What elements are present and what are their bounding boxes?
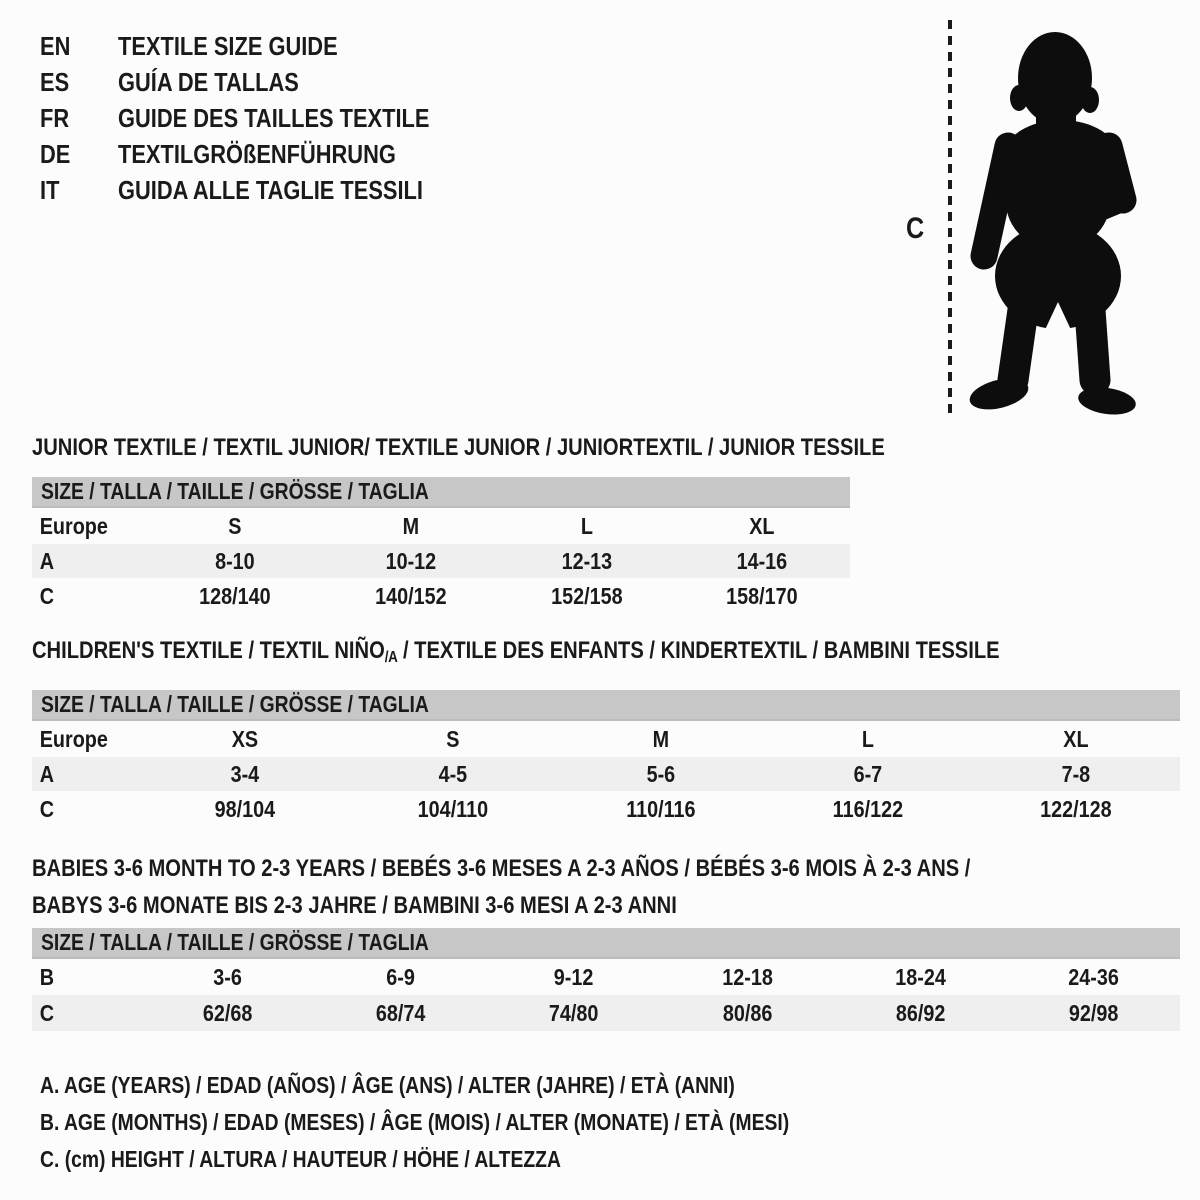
height-cell: 140/152	[374, 582, 447, 609]
size-cell: XL	[1063, 725, 1089, 752]
babies-section-title: BABIES 3-6 MONTH TO 2-3 YEARS / BEBÉS 3-6 MESES A 2-3 AÑOS / BÉBÉS 3-6 MOIS À 2-3 ANS / BABYS 3-6 MONATE BIS 2-3 JAHRE / BAMBINI 3-6 MESI A 2-3 ANNI	[32, 855, 971, 919]
lang-label: GUIDE DES TAILLES TEXTILE	[118, 102, 430, 133]
lang-code: DE	[40, 138, 71, 169]
size-header-bar: SIZE / TALLA / TAILLE / GRÖSSE / TAGLIA	[32, 928, 1180, 959]
children-size-table	[32, 690, 1180, 827]
lang-label: GUÍA DE TALLAS	[118, 66, 299, 97]
table-row-c	[32, 791, 1180, 827]
row-label: C	[39, 795, 55, 822]
height-cell: 68/74	[375, 999, 426, 1026]
row-label: Europe	[39, 725, 108, 752]
age-cell: 3-6	[213, 963, 242, 990]
table-row-b	[32, 959, 1180, 995]
height-measure-dashed-line	[948, 20, 952, 417]
row-label: A	[39, 547, 55, 574]
table-row-a	[32, 544, 850, 578]
size-cell: M	[402, 512, 419, 539]
height-cell: 74/80	[549, 999, 599, 1026]
size-cell: L	[580, 512, 593, 539]
legend-line-b: B. AGE (MONTHS) / EDAD (MESES) / ÂGE (MOIS) / ALTER (MONATE) / ETÀ (MESI)	[40, 1109, 790, 1135]
age-cell: 4-5	[438, 760, 467, 787]
lang-code: ES	[40, 66, 70, 97]
nino-a-subscript: /A	[384, 649, 398, 666]
size-header-bar: SIZE / TALLA / TAILLE / GRÖSSE / TAGLIA	[32, 690, 1180, 721]
age-cell: 7-8	[1061, 760, 1091, 787]
age-cell: 9-12	[554, 963, 594, 990]
height-cell: 110/116	[625, 795, 696, 822]
junior-size-table	[32, 477, 850, 614]
legend-line-c: C. (cm) HEIGHT / ALTURA / HAUTEUR / HÖHE / ALTEZZA	[40, 1146, 561, 1172]
height-cell: 116/122	[833, 795, 904, 822]
legend-line-a: A. AGE (YEARS) / EDAD (AÑOS) / ÂGE (ANS) / ALTER (JAHRE) / ETÀ (ANNI)	[40, 1072, 735, 1098]
height-cell: 80/86	[722, 999, 772, 1026]
height-cell: 152/158	[550, 582, 623, 609]
age-cell: 6-7	[853, 760, 883, 787]
size-cell: L	[862, 725, 875, 752]
age-cell: 24-36	[1068, 963, 1119, 990]
measure-legend	[40, 1067, 932, 1178]
table-row-c	[32, 995, 1180, 1031]
height-cell: 98/104	[214, 795, 276, 822]
lang-row-en	[40, 28, 489, 64]
size-cell: S	[228, 512, 242, 539]
age-cell: 6-9	[386, 963, 416, 990]
age-cell: 3-4	[230, 760, 260, 787]
size-header-bar: SIZE / TALLA / TAILLE / GRÖSSE / TAGLIA	[32, 477, 850, 508]
lang-row-de	[40, 136, 489, 172]
lang-row-es	[40, 64, 489, 100]
height-cell: 104/110	[417, 795, 488, 822]
age-cell: 8-10	[215, 547, 255, 574]
table-row-a	[32, 757, 1180, 791]
size-cell: XS	[231, 725, 259, 752]
junior-section-title: JUNIOR TEXTILE / TEXTIL JUNIOR/ TEXTILE JUNIOR / JUNIORTEXTIL / JUNIOR TESSILE	[32, 434, 885, 461]
lang-label: TEXTILE SIZE GUIDE	[118, 30, 338, 61]
age-cell: 14-16	[736, 547, 788, 574]
height-marker-label: C	[906, 212, 925, 245]
age-cell: 18-24	[894, 963, 946, 990]
lang-code: EN	[40, 30, 71, 61]
row-label: C	[39, 582, 55, 609]
row-label: C	[39, 999, 55, 1026]
age-cell: 5-6	[646, 760, 675, 787]
age-cell: 12-18	[721, 963, 773, 990]
table-row-c	[32, 578, 850, 614]
height-cell: 158/170	[726, 582, 798, 609]
size-cell: M	[652, 725, 669, 752]
lang-row-fr	[40, 100, 489, 136]
table-row-europe	[32, 721, 1180, 757]
row-label: Europe	[39, 512, 108, 539]
table-row-europe	[32, 508, 850, 544]
size-cell: S	[446, 725, 460, 752]
lang-label: GUIDA ALLE TAGLIE TESSILI	[118, 174, 423, 205]
age-cell: 12-13	[561, 547, 612, 574]
lang-row-it	[40, 172, 489, 208]
babies-size-table	[32, 928, 1180, 1031]
size-cell: XL	[749, 512, 775, 539]
height-cell: 122/128	[1040, 795, 1112, 822]
row-label: B	[39, 963, 55, 990]
height-cell: 128/140	[199, 582, 271, 609]
lang-label: TEXTILGRÖßENFÜHRUNG	[118, 138, 396, 169]
age-cell: 10-12	[385, 547, 436, 574]
lang-code: FR	[40, 102, 70, 133]
children-section-title: CHILDREN'S TEXTILE / TEXTIL $NIÑO_{/A}$ / TEXTILE DES ENFANTS / KINDERTEXTIL / BAMBINI TESSILE	[32, 637, 1000, 666]
height-cell: 86/92	[895, 999, 946, 1026]
height-cell: 62/68	[202, 999, 253, 1026]
language-title-block	[40, 28, 489, 208]
height-cell: 92/98	[1068, 999, 1119, 1026]
lang-code: IT	[40, 174, 60, 205]
row-label: A	[39, 760, 55, 787]
toddler-silhouette-icon	[966, 18, 1138, 420]
